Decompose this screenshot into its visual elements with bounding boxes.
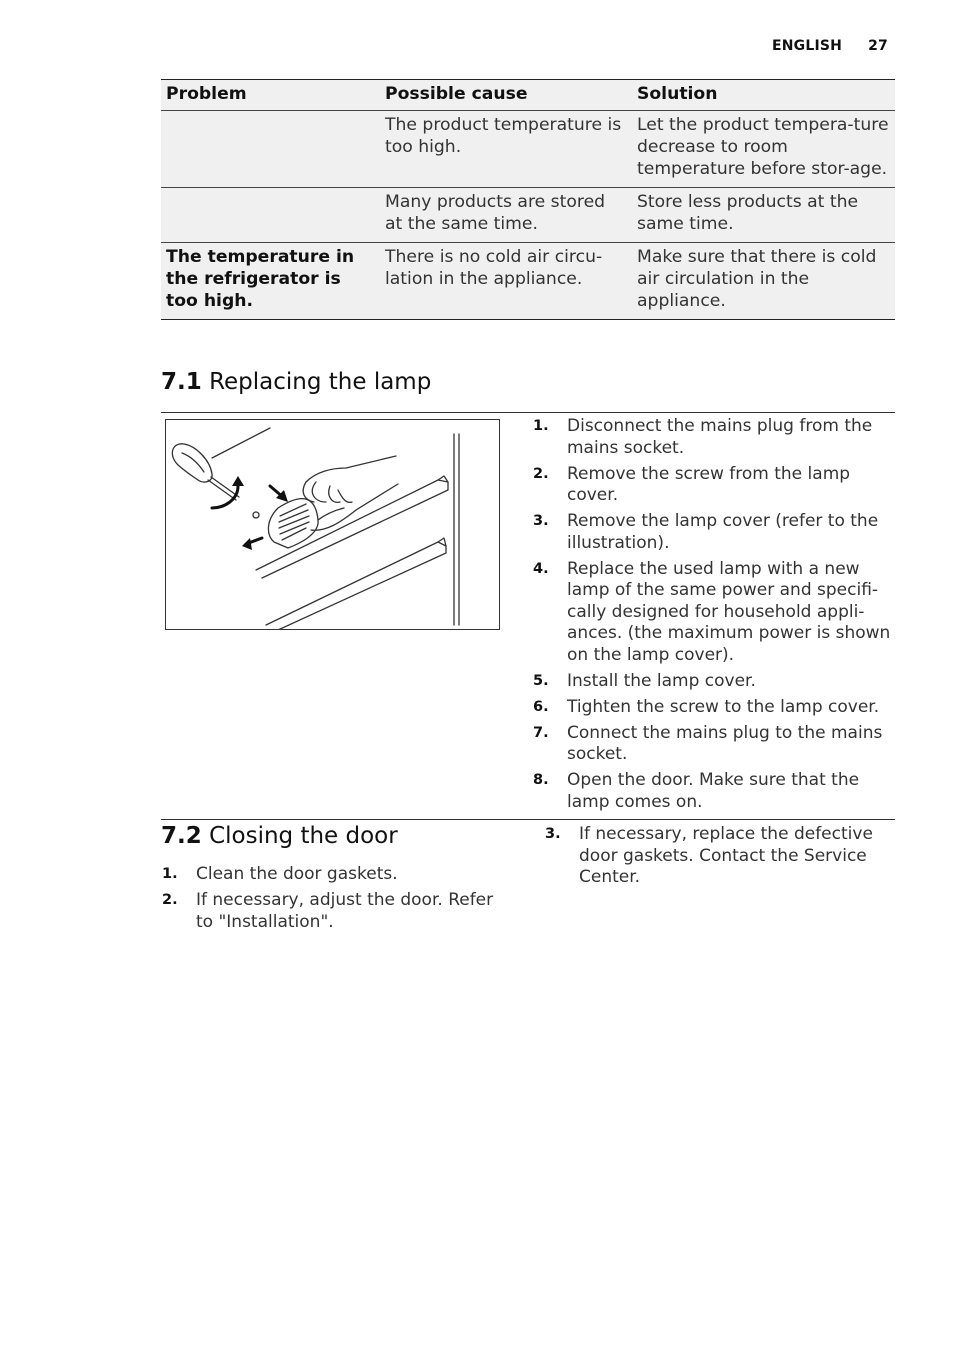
section-rule [161,412,895,413]
step-text: Connect the mains plug to the mains socket. [567,722,883,764]
step-number: 2. [162,892,178,908]
lamp-illustration-drawing [166,420,500,630]
list-item [545,824,885,889]
step-number: 2. [533,465,549,482]
step-number: 1. [533,418,549,434]
list-item [162,864,500,886]
page-header [772,38,888,54]
step-number: 6. [533,698,549,715]
cell-problem [161,111,380,188]
lamp-steps-list [533,416,891,818]
section-rule [161,819,895,820]
list-item [533,671,891,693]
section-title: Replacing the lamp [209,369,432,395]
step-number: 1. [162,866,178,882]
cell-problem: The temperature in the refrigerator is too high. [161,243,380,320]
step-text: Replace the used lamp with a new lamp of the same power and specifi-cally designed for household appli-ances. (the maximum power is shown on the lamp cover). [567,558,891,665]
table-row [161,111,895,188]
cell-cause: There is no cold air circu-lation in the appliance. [380,243,632,320]
table-row [161,243,895,320]
cell-problem [161,188,380,243]
step-text: Clean the door gaskets. [196,864,398,884]
list-item [533,464,891,507]
list-item [533,559,891,667]
cell-cause: Many products are stored at the same time. [380,188,632,243]
section-heading-closing-door [161,823,398,849]
section-title: Closing the door [209,823,398,849]
section-number: 7.1 [161,369,202,395]
section-heading-replacing-lamp [161,369,431,395]
step-number: 3. [533,513,549,529]
step-text: Tighten the screw to the lamp cover. [567,696,880,717]
step-number: 8. [533,772,549,788]
step-text: Install the lamp cover. [567,670,756,691]
step-text: Disconnect the mains plug from the mains socket. [567,416,873,458]
page-number: 27 [868,38,888,54]
door-steps-list-right [545,824,885,893]
list-item [533,416,891,459]
step-text: If necessary, replace the defective door gaskets. Contact the Service Center. [579,824,873,887]
door-steps-list-left [162,864,500,938]
step-text: Remove the lamp cover (refer to the illustration). [567,511,879,553]
column-header-solution: Solution [632,80,895,111]
list-item [533,723,891,766]
section-number: 7.2 [161,823,202,849]
lamp-replacement-illustration [165,419,500,630]
step-number: 3. [545,826,561,842]
step-number: 4. [533,560,549,577]
language-label: ENGLISH [772,38,843,54]
list-item [162,890,500,933]
cell-cause: The product temperature is too high. [380,111,632,188]
step-text: Remove the screw from the lamp cover. [567,463,851,505]
step-number: 7. [533,724,549,741]
column-header-cause: Possible cause [380,80,632,111]
step-number: 5. [533,672,549,689]
cell-solution: Store less products at the same time. [632,188,895,243]
table-row [161,188,895,243]
cell-solution: Make sure that there is cold air circulation in the appliance. [632,243,895,320]
list-item [533,770,891,813]
step-text: If necessary, adjust the door. Refer to "Installation". [196,890,494,932]
step-text: Open the door. Make sure that the lamp comes on. [567,770,860,812]
list-item [533,511,891,554]
cell-solution: Let the product tempera-ture decrease to room temperature before stor-age. [632,111,895,188]
list-item [533,697,891,719]
troubleshooting-table [161,79,895,320]
column-header-problem: Problem [161,80,380,111]
table-header-row [161,80,895,111]
